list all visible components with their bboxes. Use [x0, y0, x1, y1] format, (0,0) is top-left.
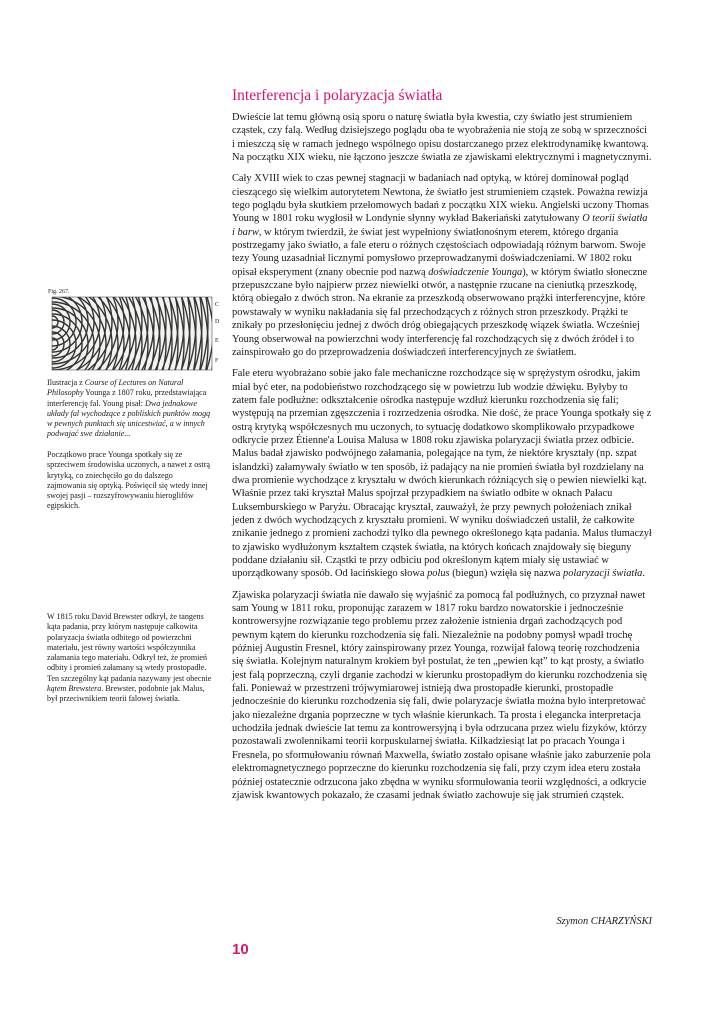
figure-frame: [52, 297, 212, 370]
sidenote-young-text: Początkowo prace Younga spotkały się ze sprzeciwem środowiska uczonych, a nawet z ostrą krytyką, co zniechęciło go do dalszego zajmowania się optyką. Poświęcił się wtedy innej swojej pasji – rozszyfrowywaniu hieroglifów egipskich.: [47, 450, 210, 511]
interference-figure: [47, 286, 221, 372]
paragraph-3-text-b: (biegun) wzięła się nazwa: [449, 568, 563, 580]
figure-letter-d: D: [215, 319, 220, 325]
sidenote-brewster-text-a: W 1815 roku David Brewster odkrył, że tangens kąta padania, przy którym następuje całkowita polaryzacja światła odbitego od powierzchni materiału, jest równy wartości współczynnika załamania tego materiału. Odkrył też, że promień odbity i promień załamany są wtedy prostopadłe. Ten szczególny kąt padania nazywany jest obecnie: [47, 612, 212, 683]
lecture-title: O teorii światła i barw: [232, 213, 648, 238]
sidenote-brewster-text-b: . Brewster, podobnie jak Malus, był przeciwnikiem teorii falowej światła.: [47, 684, 205, 704]
figure-letter-e: E: [215, 338, 219, 344]
figure-letter-c: C: [215, 302, 220, 308]
article-body: [232, 111, 652, 810]
sidenote-brewster: [47, 612, 212, 705]
caption-text-a: Ilustracja z: [47, 378, 85, 387]
paragraph-4: [232, 589, 652, 803]
polus-term: polus: [427, 568, 450, 580]
paragraph-3-text-c: .: [642, 568, 645, 580]
polarization-term: polaryzacji światła: [563, 568, 643, 580]
young-experiment-term: doświadczenie Younga: [428, 266, 523, 278]
paragraph-2: [232, 172, 652, 359]
paragraph-2-text-c: ), w którym światło słoneczne przepuszczane było najpierw przez niewielki otwór, a następnie rzucane na cieniutką przeszkodę, którą obiegało z dwóch stron. Na ekranie za przeszkodą obserwowano prążki interferencyjne, które powstawały w wyniku nakładania się fal przechodzących z różnych stron przeszkody. Prążki te znikały po przesłonięciu jednej z dwóch dróg obiegających przeszkodę wiązek światła. Wcześniej Young obserwował na powierzchni wody interferencję fal rozchodzących się z dwóch źródeł i to zainspirowało go do przeprowadzenia doświadczeń interferencyjnych ze światłem.: [232, 266, 648, 358]
paragraph-2-text-b: , w którym twierdził, że świat jest wypełniony światłonośnym eterem, którego drgania postrzegamy jako światło, a fale eteru o różnych częstościach odpowiadają różnym barwom. Swoje tezy Young uzasadniał licznymi pomysłowo przeprowadzanymi doświadczeniami. W 1802 roku opisał eksperyment (znany obecnie pod nazwą: [232, 226, 646, 278]
page-number: 10: [232, 941, 249, 958]
figure-letter-f: F: [215, 358, 219, 364]
caption-quote: Dwa jednakowe układy fal wychodzące z pobliskich punktów mogą w pewnych punktach się unicestwiać, a w innych podwajać swe działanie...: [47, 398, 211, 439]
figure-caption: [47, 378, 212, 440]
paragraph-2-text-a: Cały XVIII wiek to czas pewnej stagnacji w badaniach nad optyką, w której dominował pogląd cieszącego się wielkim autorytetem Newtona, że światło jest strumieniem cząstek. Poważna rewizja tego poglądu była skutkiem przełomowych badań z początku XIX wieku. Angielski uczony Thomas Young w 1801 roku wygłosił w Londynie słynny wykład Bakeriański zatytułowany: [232, 173, 649, 225]
caption-book-title: Course of Lectures on Natural Philosophy: [47, 378, 184, 398]
paragraph-1: [232, 111, 652, 164]
figure-label: Fig. 267.: [48, 289, 70, 295]
paragraph-3-text-a: Fale eteru wyobrażano sobie jako fale mechaniczne rozchodzące się w sprężystym ośrodku, jakim miał być eter, na podobieństwo rozchodzącego się w powietrzu lub wodzie dźwięku. Byłyby to zatem fale podłużne: odkształcenie ośrodka następuje wzdłuż kierunku rozchodzenia się fali; występują na przemian zgęszczenia i rozrzedzenia ośrodka. Nie dość, że prace Younga spotkały się z ostrą krytyką współczesnych mu uczonych, to sytuację dodatkowo skomplikowało przypadkowe odkrycie przez Étienne'a Louisa Malusa w 1808 roku zjawiska polaryzacji światła przez odbicie. Malus badał zjawisko podwójnego załamania, polegające na tym, że niektóre kryształy (np. szpat islandzki) załamywały światło w ten sposób, iż padający na nie promień światła był rozdzielany na dwa promienie wychodzące z kryształu w dwóch kierunkach różniących się o pewien niewielki kąt. Właśnie przez taki kryształ Malus spojrzał przypadkiem na światło odbite w oknach Pałacu Luksemburskiego w Paryżu. Obracając kryształ, zauważył, że przy pewnych położeniach znikał jeden z dwóch wychodzących z kryształu promieni. W wyniku doświadczeń ustalił, że całkowite znikanie jednego z promieni zachodzi tylko dla pewnego określonego kąta padania. Malus tłumaczył to zjawisko wydłużonym kształtem cząstek światła, na których końcach znajdowały się bieguny poddane działaniu sił. Cząstki te przy odbiciu pod określonym kątem miały się ustawiać w uporządkowany sposób. Od łacińskiego słowa: [232, 368, 652, 580]
paragraph-1-text: Dwieście lat temu główną osią sporu o naturę światła była kwestia, czy światło jest strumieniem cząstek, czy falą. Według dzisiejszego poglądu oba te wyobrażenia nie stoją ze sobą w sprzeczności i mieszczą się w ramach jednego wspólnego opisu dostarczanego przez elektrodynamikę kwantową. Na początku XIX wieku, nie łączono jeszcze światła ze zjawiskami elektrycznymi i magnetycznymi.: [232, 112, 652, 164]
caption-text-b: Younga z 1807 roku, przedstawiająca interferencję fal. Young pisał:: [47, 388, 207, 408]
paragraph-3: [232, 367, 652, 581]
sidenote-young: [47, 450, 212, 512]
article-title: Interferencja i polaryzacja światła: [232, 87, 443, 104]
paragraph-4-text: Zjawiska polaryzacji światła nie dawało się wyjaśnić za pomocą fal podłużnych, co przyznał nawet sam Young w 1811 roku, proponując zarazem w 1817 roku bardzo nowatorskie i jednocześnie kontrowersyjne rozwiązanie tego problemu przez założenie istnienia drgań zachodzących pod pewnym kątem do kierunku rozchodzenia się fali. Niezależnie na podobny pomysł wpadł trochę później Augustin Fresnel, który zainspirowany przez Younga, rozwijał falową teorię rozchodzenia się światła. Kolejnym naturalnym krokiem był postulat, że ten „pewien kąt” to kąt prosty, a światło jest falą poprzeczną, czyli drganie zachodzi w kierunku prostopadłym do kierunku rozchodzenia się fali. Ponieważ w przestrzeni trójwymiarowej istnieją dwa prostopadłe kierunki, prostopadłe jednocześnie do kierunku rozchodzenia się fali, dwie polaryzacje światła można było interpretować jako niezależne drgania poprzeczne w tych właśnie kierunkach. Ta prosta i elegancka interpretacja uchodziła jednak dwieście lat temu za kontrowersyjną i była odrzucana przez wielu fizyków, którzy pozostawali zwolennikami teorii korpuskularnej światła. Kilkadziesiąt lat po pracach Younga i Fresnela, po sformułowaniu równań Maxwella, światło zostało opisane właśnie jako zaburzenie pola elektromagnetycznego poprzeczne do kierunku rozchodzenia się fali, przy czym idea eteru została później ostatecznie odrzucona jako zbędna w wyniku sformułowania teorii względności, a odkrycie zjawisk kwantowych pokazało, że czasami jednak światło zachowuje się jak strumień cząstek.: [232, 589, 651, 801]
brewster-angle-term: kątem Brewstera: [47, 684, 102, 694]
author-signature: Szymon CHARZYŃSKI: [556, 916, 652, 927]
